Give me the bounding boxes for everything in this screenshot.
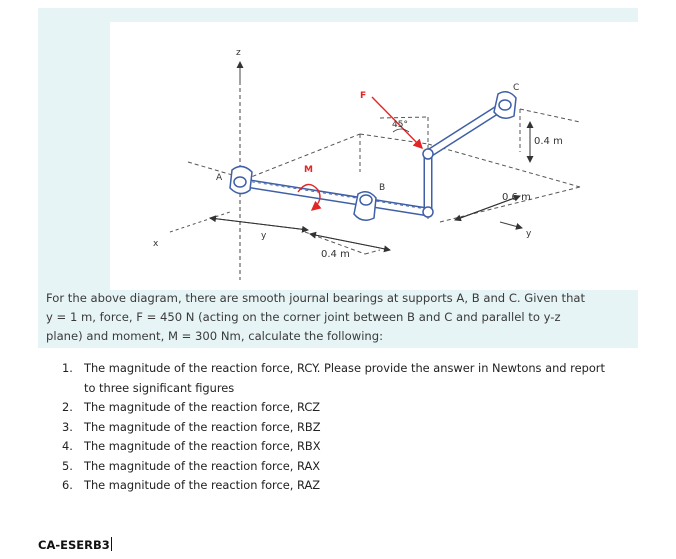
moment-label: M xyxy=(304,165,313,175)
x-label: x xyxy=(153,239,159,249)
problem-statement xyxy=(46,289,636,346)
question-item xyxy=(62,437,652,457)
force-label: F xyxy=(360,91,367,101)
answer-code-text: CA-ESERB3 xyxy=(38,538,110,552)
dim-06-label: 0.6 m xyxy=(502,192,531,203)
question-list xyxy=(62,359,652,496)
question-number: 6. xyxy=(62,478,73,492)
dim-line-bottom-rev xyxy=(210,218,308,230)
diagram-svg xyxy=(110,22,646,290)
problem-line-2: y = 1 m, force, F = 450 N (acting on the corner joint between B and C and parallel to y-z xyxy=(46,310,561,324)
question-item xyxy=(62,418,652,438)
dim-04-vert-label: 0.4 m xyxy=(534,136,563,147)
x-axis xyxy=(170,212,230,232)
question-number: 4. xyxy=(62,439,73,453)
support-a-label: A xyxy=(216,173,223,183)
question-number: 1. xyxy=(62,361,73,375)
answer-code-field[interactable] xyxy=(38,537,112,552)
z-label: z xyxy=(236,48,241,58)
question-item xyxy=(62,398,652,418)
question-text: The magnitude of the reaction force, RCY. Please provide the answer in Newtons and report xyxy=(84,361,605,375)
question-text: The magnitude of the reaction force, RAZ xyxy=(84,478,321,492)
question-text: The magnitude of the reaction force, RCZ xyxy=(84,400,321,414)
question-text-cont: to three significant figures xyxy=(84,380,235,395)
pipe-assembly xyxy=(230,92,516,221)
y-axis-right-label: y xyxy=(526,229,532,239)
question-number: 3. xyxy=(62,419,73,434)
dim-line-04-bottom-rev xyxy=(310,234,390,250)
support-c-label: C xyxy=(513,83,520,93)
question-text: The magnitude of the reaction force, RBX xyxy=(84,439,321,453)
question-item xyxy=(62,476,652,496)
question-item xyxy=(62,457,652,477)
question-text: The magnitude of the reaction force, RAX xyxy=(84,458,321,473)
dim-04-bottom-label: 0.4 m xyxy=(321,249,350,260)
text-cursor xyxy=(111,537,112,551)
y-axis-right-arrow xyxy=(500,222,522,228)
question-number: 2. xyxy=(62,400,73,414)
question-item xyxy=(62,359,652,398)
question-number: 5. xyxy=(62,458,73,473)
problem-line-3: plane) and moment, M = 300 Nm, calculate the following: xyxy=(46,329,384,343)
pipe-diagram xyxy=(110,22,646,290)
y-dim-label: y xyxy=(261,231,267,241)
problem-line-1: For the above diagram, there are smooth journal bearings at supports A, B and C. Given that xyxy=(46,291,586,305)
support-b-label: B xyxy=(379,183,386,193)
question-text: The magnitude of the reaction force, RBZ xyxy=(84,419,321,434)
angle-label: 45° xyxy=(392,120,408,130)
